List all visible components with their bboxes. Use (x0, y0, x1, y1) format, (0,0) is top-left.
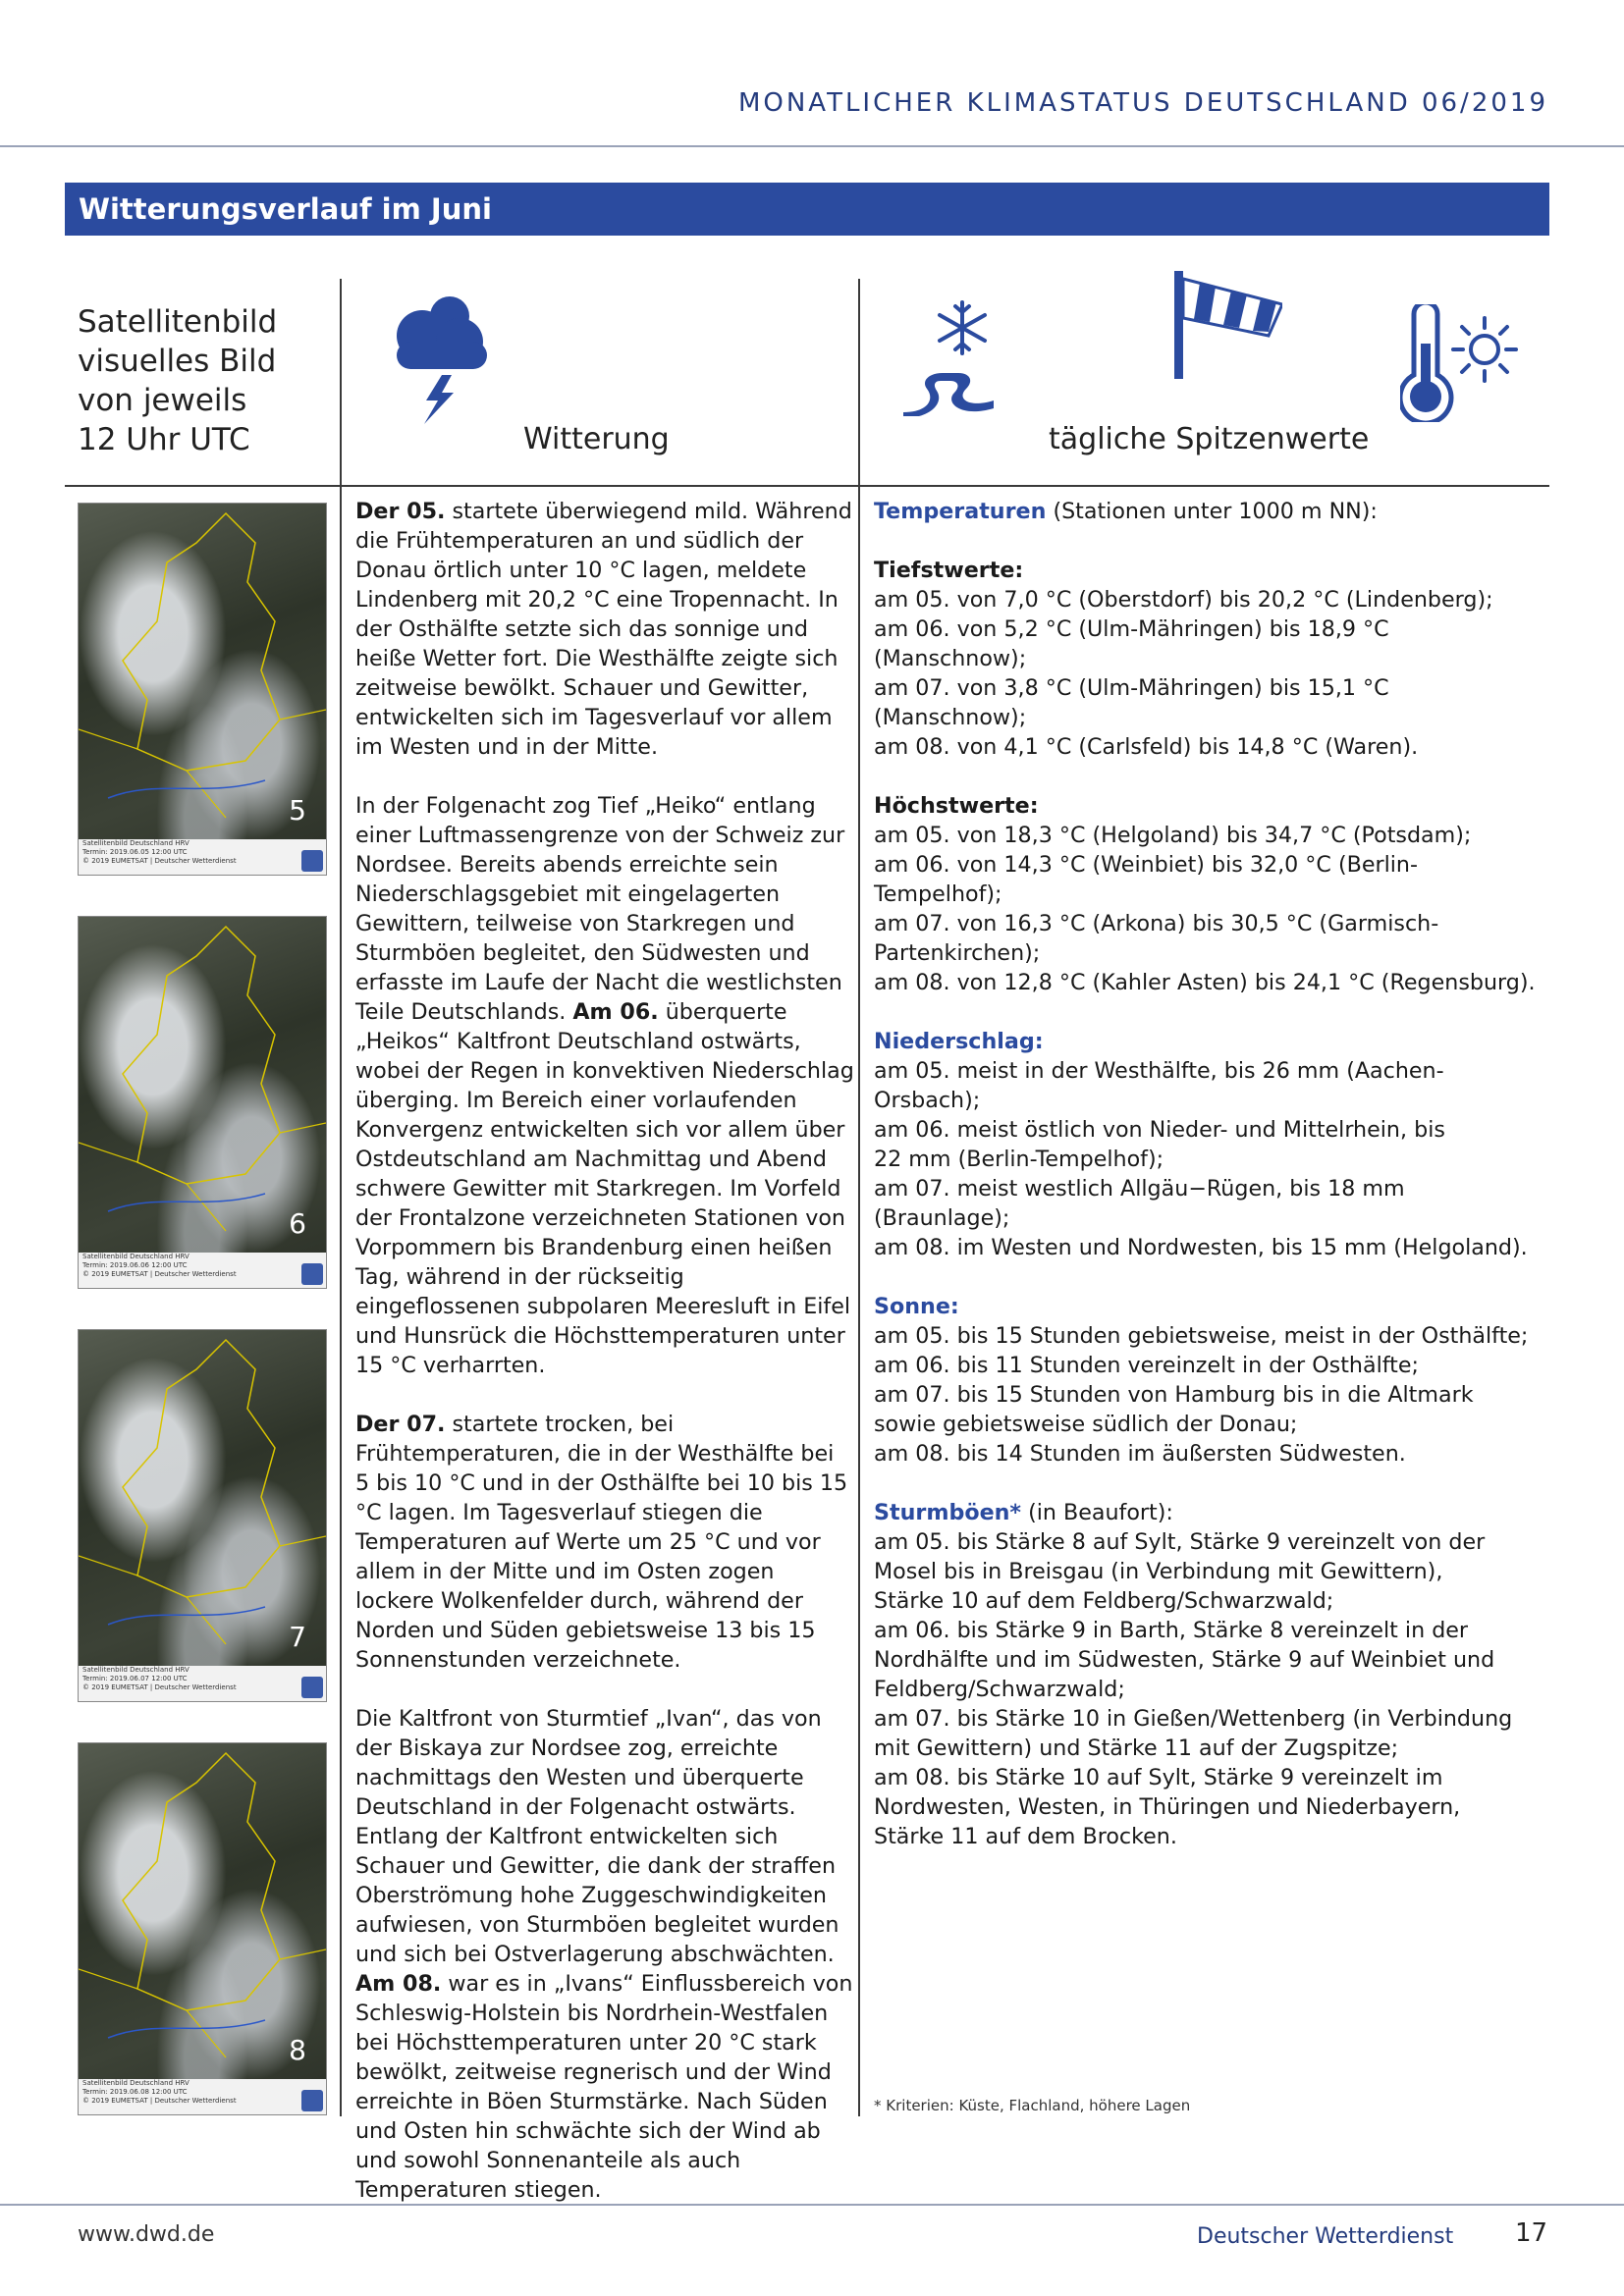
caption-line: Satellitenbild Deutschland HRV (82, 1666, 189, 1674)
page-number: 17 (1515, 2218, 1548, 2248)
narrative-paragraph (355, 1410, 854, 1675)
paragraph-text: startete trocken, bei Frühtemperaturen, die in der Westhälfte bei 5 bis 10 °C und in der Osthälfte bei 10 bis 15 °C lagen. Im Tagesverlauf stiegen die Temperaturen auf Werte um 25 °C und vor allem in der Mitte und im Osten zogen lockere Wolkenfelder durch, während der Norden und Süden gebietsweise 13 bis 15 Sonnenstunden verzeichnete. (355, 1412, 848, 1673)
header-divider (0, 145, 1624, 147)
section-title: Witterungsverlauf im Juni (79, 192, 492, 226)
paragraph-text: In der Folgenacht zog Tief „Heiko“ entlang einer Luftmassengrenze von der Schweiz zur Nordsee. Bereits abends erreichte sein Niederschlagsgebiet mit eingelagerten Gewittern, teilweise von Starkregen und Sturmböen begleitet, den Südwesten und erfasste im Laufe der Nacht die westlichsten Teile Deutschlands. (355, 793, 845, 1025)
max-value-line: am 07. von 16,3 °C (Arkona) bis 30,5 °C (Garmisch- (874, 911, 1439, 936)
temperature-heading-line (874, 497, 1542, 526)
max-value-line: am 05. von 18,3 °C (Helgoland) bis 34,7 °C (Potsdam); (874, 823, 1472, 848)
satellite-image-07 (78, 1329, 327, 1702)
min-values-heading: Tiefstwerte: (874, 558, 1024, 583)
dwd-logo-icon (301, 1677, 323, 1698)
map-outline (79, 504, 326, 839)
weather-narrative (355, 497, 854, 2234)
gust-note: (in Beaufort): (1021, 1500, 1173, 1525)
footer-divider (0, 2204, 1624, 2206)
caption-line: Satellitenbild Deutschland HRV (82, 2079, 189, 2087)
sunshine-heading: Sonne: (874, 1294, 959, 1319)
weather-column-title: Witterung (523, 422, 670, 456)
peaks-column-title: tägliche Spitzenwerte (1049, 422, 1370, 456)
paragraph-text: startete überwiegend mild. Während die Frühtemperaturen an und südlich der Donau örtlich unter 10 °C lagen, meldete Lindenberg mit 20,2 °C eine Tropennacht. In der Osthälfte setzte sich das sonnige und heiße Wetter fort. Die Westhälfte zeigte sich zeitweise bewölkt. Schauer und Gewitter, entwickelten sich im Tagesverlauf vor allem im Westen und in der Mitte. (355, 499, 852, 760)
caption-line: © 2019 EUMETSAT | Deutscher Wetterdienst (82, 1270, 237, 1278)
day-lead: Der 07. (355, 1412, 446, 1437)
satellite-label-line: Satellitenbild (78, 304, 278, 340)
map-outline (79, 1743, 326, 2079)
caption-line: Satellitenbild Deutschland HRV (82, 1253, 189, 1260)
sunshine-line: am 06. bis 11 Stunden vereinzelt in der Osthälfte; (874, 1353, 1419, 1378)
min-value-line: am 05. von 7,0 °C (Oberstdorf) bis 20,2 °C (Lindenberg); (874, 587, 1493, 613)
paragraph-text: überquerte „Heikos“ Kaltfront Deutschland ostwärts, wobei der Regen in konvektiven Niederschlag überging. Im Bereich einer vorlaufenden Konvergenz entwickelten sich vor allem über Ostdeutschland am Nachmittag und Abend schwere Gewitter mit Starkregen. Im Vorfeld der Frontalzone verzeichneten Stationen von Vorpommern bis Brandenburg einen heißen Tag, während in der rückseitig eingeflossenen subpolaren Meeresluft in Eifel und Hunsrück die Höchsttemperaturen unter 15 °C verharrten. (355, 999, 854, 1378)
report-header-title: MONATLICHER KLIMASTATUS DEUTSCHLAND 06/2019 (737, 88, 1548, 118)
caption-line: Termin: 2019.06.05 12:00 UTC (82, 848, 188, 856)
max-value-line: Partenkirchen); (874, 940, 1041, 966)
day-lead: Am 06. (572, 999, 659, 1025)
satellite-label-line: von jeweils (78, 383, 247, 418)
gust-footnote: * Kriterien: Küste, Flachland, höhere Lagen (874, 2097, 1191, 2114)
dwd-logo-icon (301, 1263, 323, 1285)
footer-organization: Deutscher Wetterdienst (1197, 2224, 1454, 2249)
precipitation-line: am 07. meist westlich Allgäu−Rügen, bis 18 mm (Braunlage); (874, 1176, 1405, 1231)
precipitation-line: am 08. im Westen und Nordwesten, bis 15 mm (Helgoland). (874, 1235, 1528, 1260)
dwd-logo-icon (301, 2090, 323, 2111)
temperature-heading: Temperaturen (874, 499, 1047, 524)
precipitation-line: 22 mm (Berlin-Tempelhof); (874, 1147, 1164, 1172)
temperature-note: (Stationen unter 1000 m NN): (1046, 499, 1378, 524)
windsock-icon (1174, 271, 1282, 379)
satellite-column-label (78, 302, 277, 459)
precipitation-heading: Niederschlag: (874, 1029, 1044, 1054)
gust-line: Stärke 10 auf dem Feldberg/Schwarzwald; (874, 1588, 1334, 1614)
satellite-label-line: visuelles Bild (78, 344, 277, 379)
dwd-logo-icon (301, 850, 323, 872)
map-outline (79, 917, 326, 1253)
snowflake-road-icon (899, 298, 1017, 416)
min-value-line: am 07. von 3,8 °C (Ulm-Mähringen) bis 15,1 °C (Manschnow); (874, 675, 1389, 730)
sunshine-line: sowie gebietsweise südlich der Donau; (874, 1412, 1298, 1437)
caption-line: Termin: 2019.06.08 12:00 UTC (82, 2088, 188, 2096)
gust-line: Nordwesten, Westen, in Thüringen und Niederbayern, (874, 1794, 1461, 1820)
section-title-band (65, 183, 1549, 236)
caption-line: © 2019 EUMETSAT | Deutscher Wetterdienst (82, 1683, 237, 1691)
max-value-line: am 08. von 12,8 °C (Kahler Asten) bis 24,1 °C (Regensburg). (874, 970, 1536, 995)
column-divider-1 (340, 279, 342, 2116)
gust-line: mit Gewittern) und Stärke 11 auf der Zugspitze; (874, 1735, 1399, 1761)
satellite-image-number: 7 (289, 1621, 306, 1653)
gust-line: am 07. bis Stärke 10 in Gießen/Wettenberg (in Verbindung (874, 1706, 1513, 1732)
satellite-image-number: 8 (289, 2034, 306, 2066)
gust-line: Feldberg/Schwarzwald; (874, 1677, 1125, 1702)
map-outline (79, 1330, 326, 1666)
sunshine-line: am 08. bis 14 Stunden im äußersten Südwesten. (874, 1441, 1406, 1467)
sunshine-line: am 07. bis 15 Stunden von Hamburg bis in die Altmark (874, 1382, 1474, 1408)
satellite-image-06 (78, 916, 327, 1289)
satellite-image-08 (78, 1742, 327, 2115)
satellite-caption (79, 839, 326, 875)
max-values-heading: Höchstwerte: (874, 793, 1039, 819)
day-lead: Am 08. (355, 1971, 442, 1997)
gust-line: am 08. bis Stärke 10 auf Sylt, Stärke 9 vereinzelt im (874, 1765, 1443, 1790)
satellite-caption (79, 1666, 326, 1701)
thermometer-sun-icon (1400, 304, 1518, 422)
footer-url-link[interactable]: www.dwd.de (78, 2222, 215, 2247)
satellite-caption (79, 2079, 326, 2114)
precipitation-line: am 06. meist östlich von Nieder- und Mittelrhein, bis (874, 1117, 1445, 1143)
daily-peaks (874, 497, 1542, 1851)
gust-heading: Sturmböen* (874, 1500, 1022, 1525)
satellite-label-line: 12 Uhr UTC (78, 422, 250, 457)
paragraph-text: Die Kaltfront von Sturmtief „Ivan“, das von der Biskaya zur Nordsee zog, erreichte nachmittags den Westen und überquerte Deutschland in der Folgenacht ostwärts. Entlang der Kaltfront entwickelten sich Schauer und Gewitter, die dank der straffen Oberströmung hohe Zuggeschwindigkeiten aufwiesen, von Sturmböen begleitet wurden und sich bei Ostverlagerung abschwächten. (355, 1706, 839, 1967)
gust-line: am 06. bis Stärke 9 in Barth, Stärke 8 vereinzelt in der (874, 1618, 1469, 1643)
narrative-paragraph (355, 791, 854, 1380)
min-value-line: am 08. von 4,1 °C (Carlsfeld) bis 14,8 °C (Waren). (874, 734, 1419, 760)
min-value-line: am 06. von 5,2 °C (Ulm-Mähringen) bis 18,9 °C (Manschnow); (874, 616, 1389, 671)
gust-heading-line (874, 1498, 1542, 1527)
column-header-divider (65, 485, 1549, 487)
narrative-paragraph (355, 1704, 854, 2205)
caption-line: Satellitenbild Deutschland HRV (82, 839, 189, 847)
narrative-paragraph (355, 497, 854, 762)
caption-line: © 2019 EUMETSAT | Deutscher Wetterdienst (82, 857, 237, 865)
satellite-image-05 (78, 503, 327, 876)
max-value-line: am 06. von 14,3 °C (Weinbiet) bis 32,0 °C (Berlin-Tempelhof); (874, 852, 1418, 907)
caption-line: Termin: 2019.06.06 12:00 UTC (82, 1261, 188, 1269)
gust-line: Nordhälfte und im Südwesten, Stärke 9 auf Weinbiet und (874, 1647, 1495, 1673)
gust-line: Mosel bis in Breisgau (in Verbindung mit Gewittern), (874, 1559, 1443, 1584)
caption-line: © 2019 EUMETSAT | Deutscher Wetterdienst (82, 2097, 237, 2105)
sunshine-line: am 05. bis 15 Stunden gebietsweise, meist in der Osthälfte; (874, 1323, 1529, 1349)
cloud-lightning-icon (389, 291, 495, 424)
paragraph-text: war es in „Ivans“ Einflussbereich von Schleswig-Holstein bis Nordrhein-Westfalen bei Höchsttemperaturen unter 20 °C stark bewölkt, zeitweise regnerisch und der Wind erreichte in Böen Sturmstärke. Nach Süden und Osten hin schwächte sich der Wind ab und sowohl Sonnenanteile als auch Temperaturen stiegen. (355, 1971, 853, 2203)
gust-line: Stärke 11 auf dem Brocken. (874, 1824, 1177, 1849)
satellite-image-number: 5 (289, 794, 306, 827)
day-lead: Der 05. (355, 499, 446, 524)
satellite-image-number: 6 (289, 1207, 306, 1240)
caption-line: Termin: 2019.06.07 12:00 UTC (82, 1675, 188, 1682)
gust-line: am 05. bis Stärke 8 auf Sylt, Stärke 9 vereinzelt von der (874, 1529, 1486, 1555)
precipitation-line: am 05. meist in der Westhälfte, bis 26 mm (Aachen- (874, 1058, 1444, 1084)
column-divider-2 (858, 279, 860, 2116)
satellite-caption (79, 1253, 326, 1288)
precipitation-line: Orsbach); (874, 1088, 981, 1113)
